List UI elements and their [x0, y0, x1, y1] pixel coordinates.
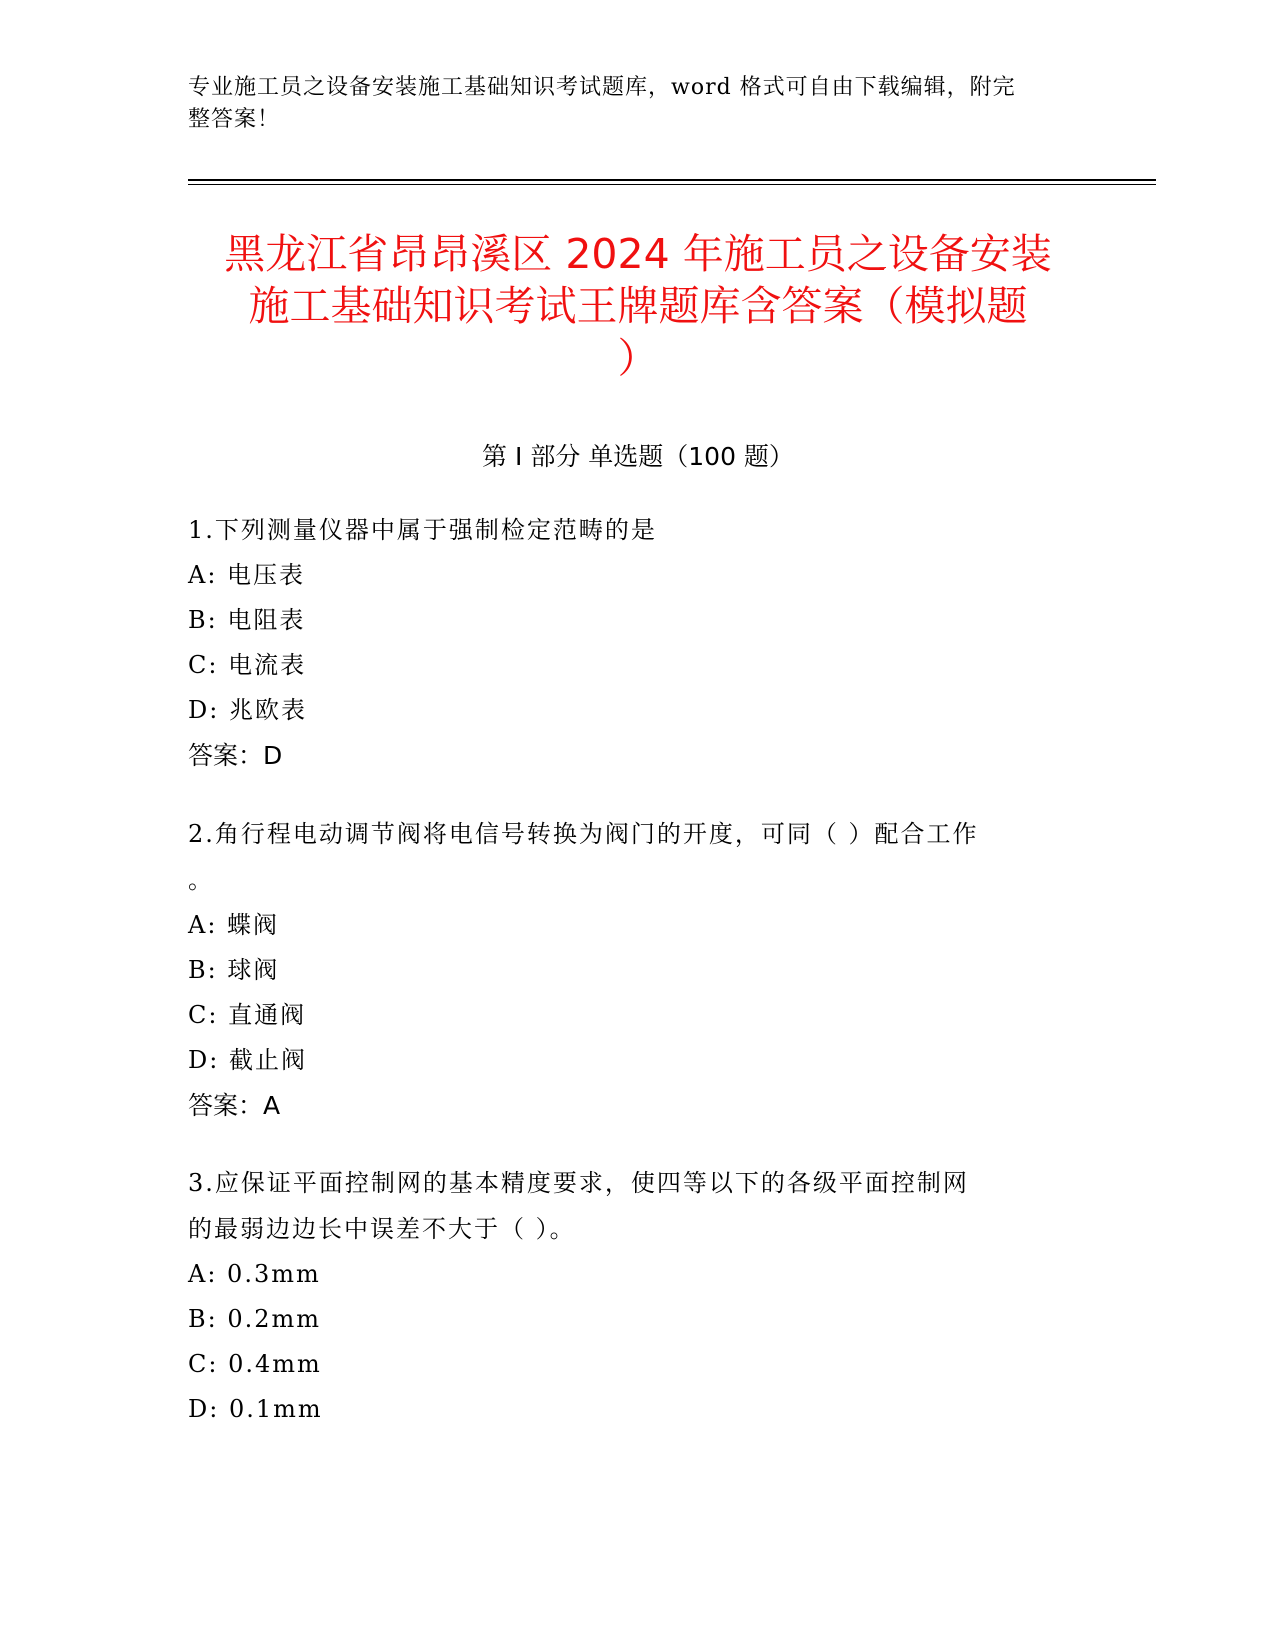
answer-label: 答案：D: [188, 741, 283, 770]
question-stem: 2.角行程电动调节阀将电信号转换为阀门的开度，可同（ ）配合工作: [188, 820, 979, 848]
title-line-2: 施工基础知识考试王牌题库含答案（模拟题: [248, 282, 1028, 330]
answer-label: 答案：A: [188, 1091, 281, 1120]
document-intro: [188, 72, 1068, 136]
option-d: D: 截止阀: [188, 1046, 307, 1074]
question-stem-continuation: 。: [188, 866, 214, 894]
question-stem: 1.下列测量仪器中属于强制检定范畴的是: [188, 516, 657, 544]
option-a: A: 0.3mm: [188, 1260, 321, 1288]
option-a: A: 蝶阀: [188, 911, 280, 939]
header-divider-thick: [188, 179, 1156, 181]
section-heading: 第 I 部分 单选题（100 题）: [482, 442, 794, 471]
title-line-3: ）: [617, 334, 659, 382]
option-c: C: 0.4mm: [188, 1350, 322, 1378]
option-c: C: 电流表: [188, 651, 307, 679]
document-title: [188, 228, 1088, 332]
option-c: C: 直通阀: [188, 1001, 307, 1029]
option-b: B: 电阻表: [188, 606, 306, 634]
intro-line-2: 整答案！: [188, 107, 281, 132]
header-divider-thin: [188, 184, 1156, 185]
question-stem: 3.应保证平面控制网的基本精度要求，使四等以下的各级平面控制网: [188, 1169, 969, 1197]
intro-line-1: 专业施工员之设备安装施工基础知识考试题库，word 格式可自由下载编辑，附完: [188, 75, 1016, 100]
option-d: D: 0.1mm: [188, 1395, 323, 1423]
question-2: [188, 811, 1068, 1129]
option-d: D: 兆欧表: [188, 696, 307, 724]
title-line-1: 黑龙江省昂昂溪区 2024 年施工员之设备安装: [224, 230, 1052, 278]
question-1: [188, 507, 1068, 779]
question-3: [188, 1160, 1068, 1432]
option-a: A: 电压表: [188, 561, 306, 589]
option-b: B: 0.2mm: [188, 1305, 322, 1333]
question-stem-continuation: 的最弱边边长中误差不大于（ ）。: [188, 1215, 576, 1243]
option-b: B: 球阀: [188, 956, 280, 984]
